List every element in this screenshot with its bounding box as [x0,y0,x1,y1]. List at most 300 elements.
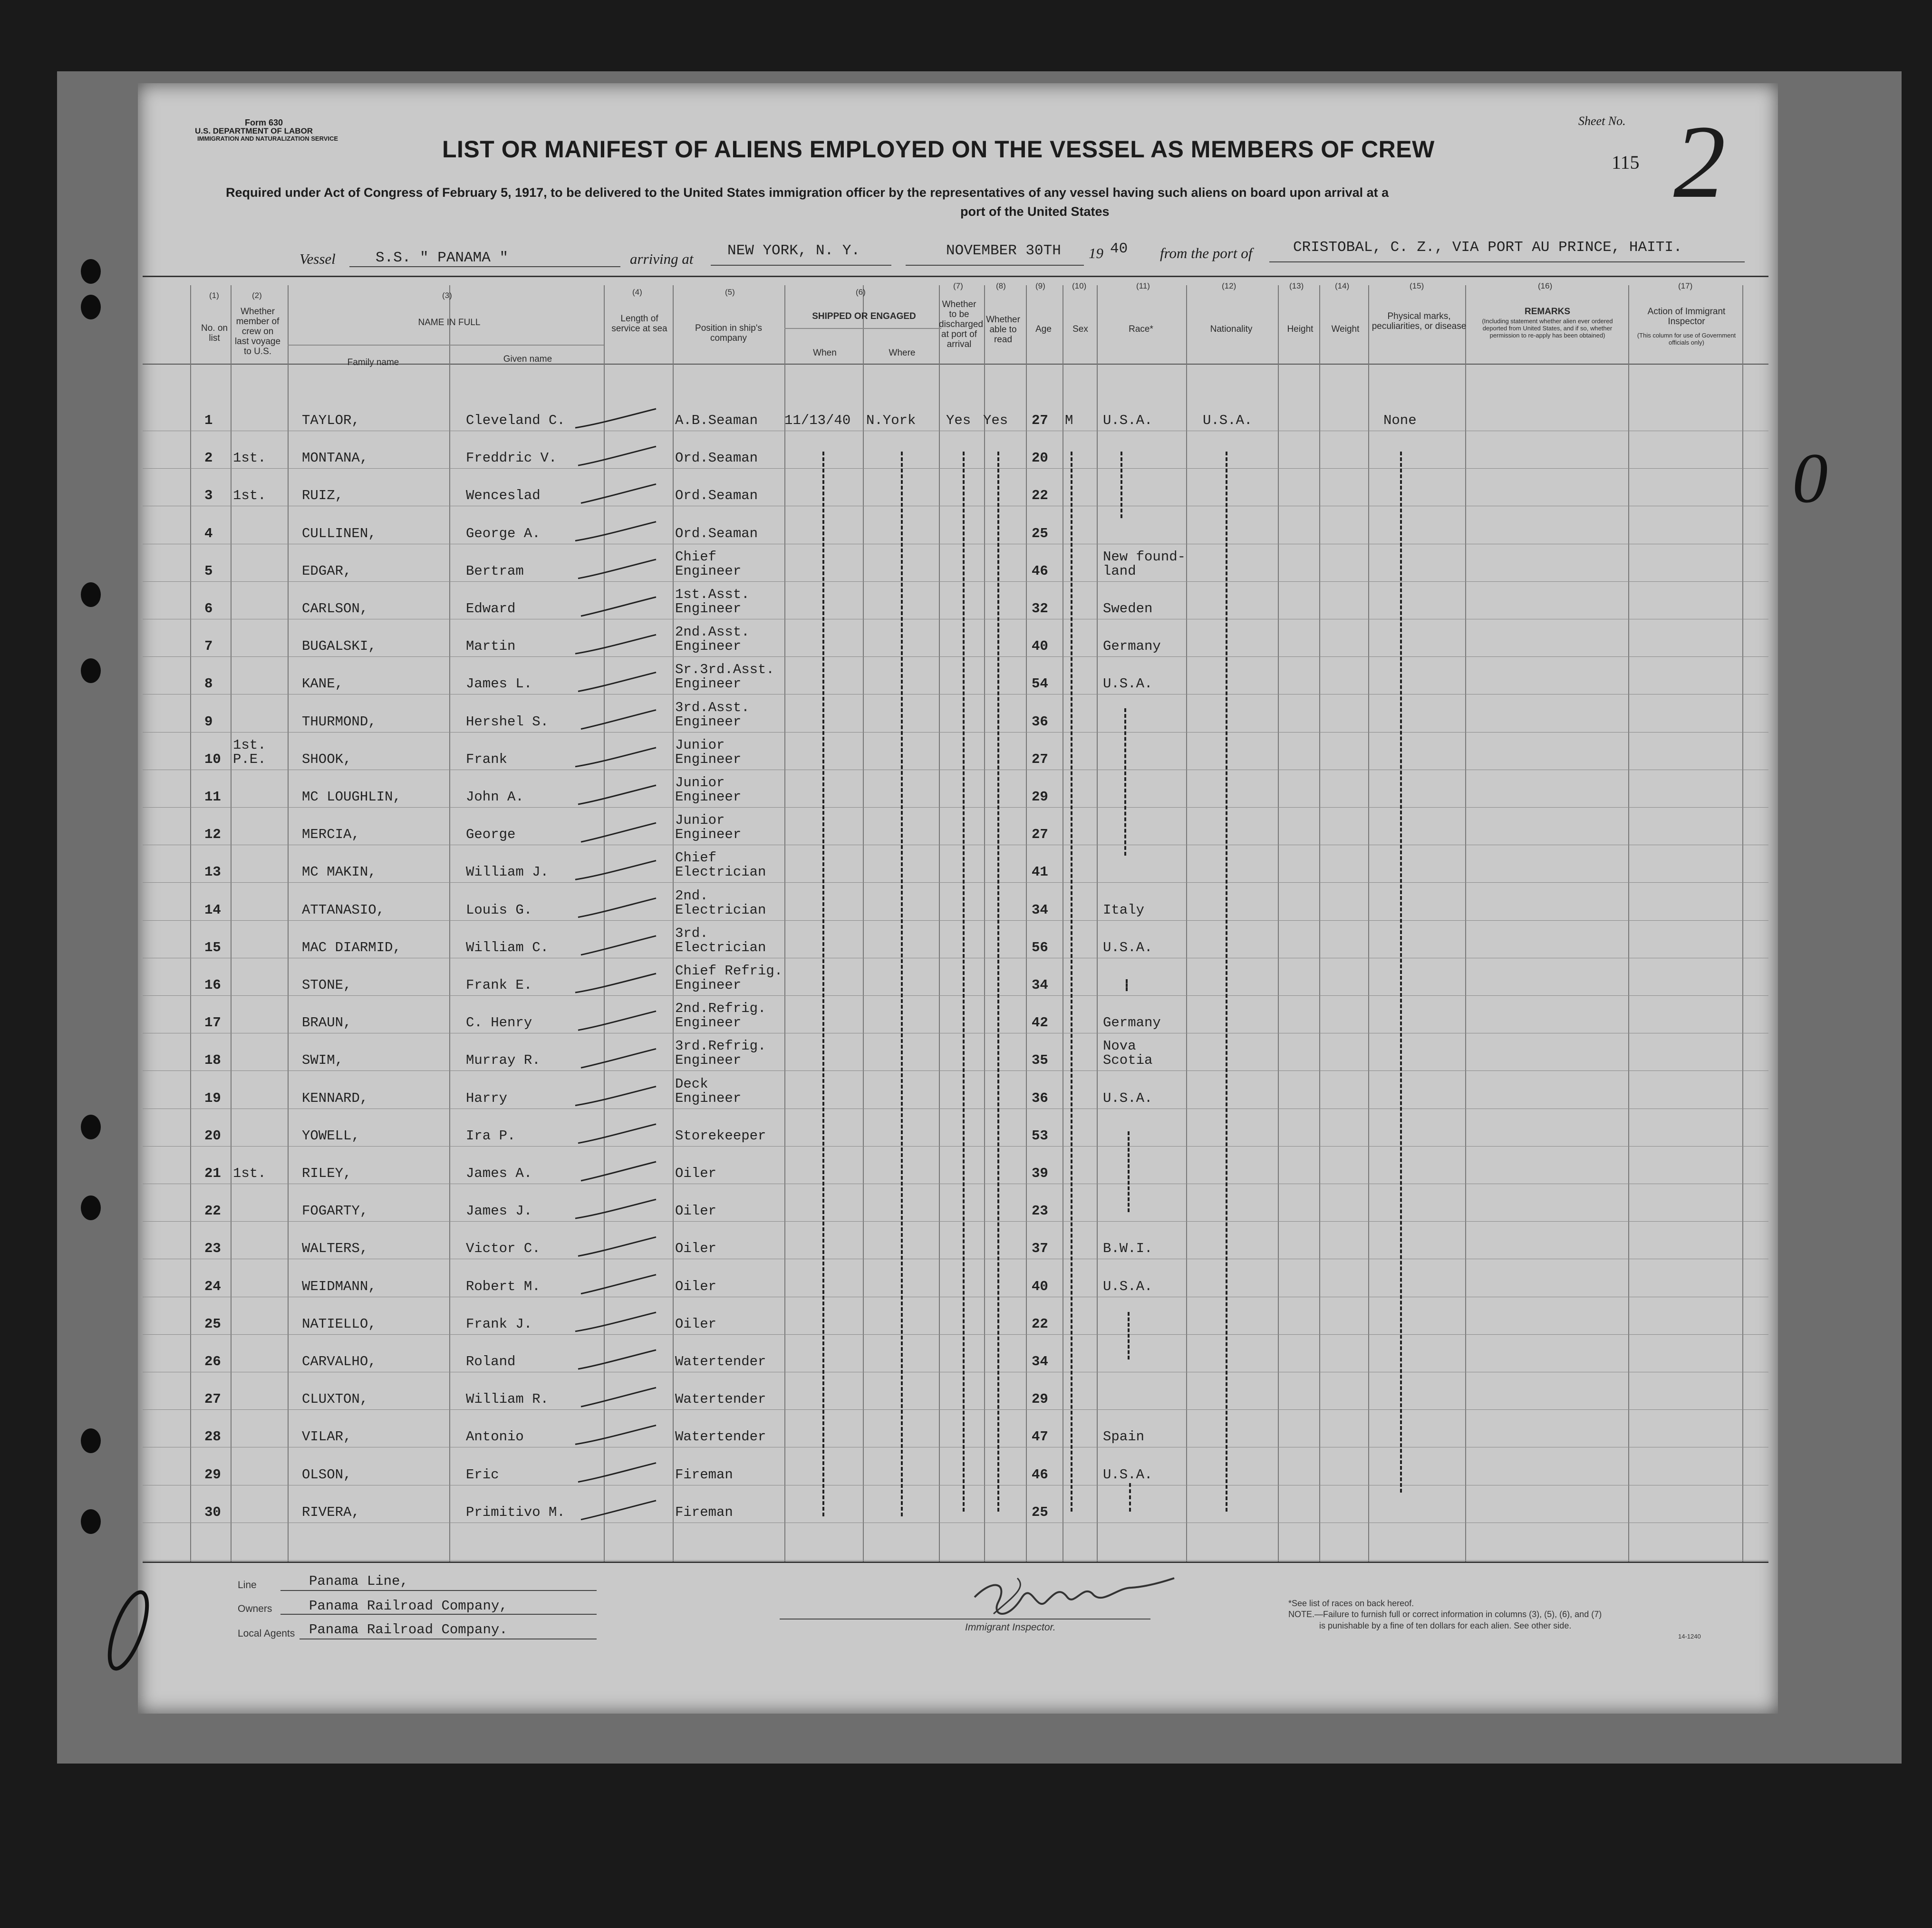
ditto-mark [822,452,824,1516]
position-cell: Fireman [675,1504,733,1520]
age-cell: 54 [1032,676,1048,692]
family-name-cell: MAC DIARMID, [302,939,401,955]
col13-header: Height [1287,324,1314,334]
agents-label: Local Agents [238,1628,295,1639]
inspector-label: Immigrant Inspector. [965,1622,1056,1633]
service-tick [578,898,656,917]
column-rule [784,285,785,1562]
position-cell: Storekeeper [675,1128,766,1144]
service-name: IMMIGRATION AND NATURALIZATION SERVICE [197,135,338,142]
ditto-mark [1121,452,1122,518]
position-cell: Oiler [675,1316,717,1332]
family-name-cell: RIVERA, [302,1504,360,1520]
position-cell: Oiler [675,1278,717,1294]
service-tick [581,1275,656,1294]
col6-number: (6) [856,288,866,297]
column-rule [1628,285,1629,1562]
col13-number: (13) [1289,281,1304,290]
age-cell: 56 [1032,939,1048,955]
row-number-cell: 3 [204,488,213,504]
service-tick [578,1237,656,1256]
stamp-number: 115 [1612,152,1640,173]
col9-header: Age [1035,324,1052,334]
arrival-date: NOVEMBER 30TH [946,242,1061,259]
department-name: U.S. DEPARTMENT OF LABOR [195,126,313,135]
race-cell: U.S.A. [1103,1090,1153,1106]
position-cell: 2nd.Asst. Engineer [675,624,750,655]
arriving-port: NEW YORK, N. Y. [727,242,860,259]
age-cell: 34 [1032,977,1048,993]
binder-hole [81,1195,101,1220]
family-name-cell: WALTERS, [302,1241,368,1257]
prior-voyage-cell: 1st. [233,488,266,504]
position-cell: Chief Electrician [675,850,766,880]
ditto-mark [1126,979,1128,991]
service-tick [578,672,656,691]
age-cell: 36 [1032,1090,1048,1106]
shipped-where-cell: N.York [866,413,916,428]
column-rule [1186,285,1187,1562]
ditto-mark [901,452,903,1516]
row-number-cell: 30 [204,1504,221,1520]
col16-header: REMARKS [1524,307,1571,317]
row-rule [143,656,1768,657]
penalty-note-2: is punishable by a fine of ten dollars for each alien. See other side. [1319,1621,1572,1630]
row-number-cell: 16 [204,977,221,993]
family-name-cell: CULLINEN, [302,525,377,541]
row-number-cell: 27 [204,1391,221,1407]
age-cell: 22 [1032,488,1048,504]
row-rule [143,995,1768,996]
row-rule [143,1146,1768,1147]
port-underline [711,265,891,266]
col2-header: Whether member of crew on last voyage to U.S. [234,307,281,357]
service-tick [581,1049,656,1068]
row-rule [143,1560,1768,1561]
given-name-cell: James J. [466,1203,532,1219]
column-rule [1278,285,1279,1562]
header-sub-rule [784,328,941,329]
col3-header: NAME IN FULL [418,318,481,328]
given-name-cell: James L. [466,676,532,692]
ditto-mark [997,452,999,1512]
family-name-cell: BUGALSKI, [302,638,377,655]
row-number-cell: 28 [204,1429,221,1445]
col4-number: (4) [632,288,642,297]
col3b-header: Given name [503,354,552,364]
column-rule [1465,285,1466,1562]
race-cell: Germany [1103,638,1161,655]
given-name-cell: Eric [466,1466,499,1483]
penalty-note: NOTE.—Failure to furnish full or correct information in columns (3), (5), (6), and (7) [1288,1610,1602,1619]
binder-hole [81,1428,101,1453]
service-tick [575,1312,656,1331]
service-tick [578,1124,656,1143]
column-rule [288,285,289,1562]
age-cell: 34 [1032,1354,1048,1369]
service-tick [575,748,656,767]
age-cell: 36 [1032,713,1048,730]
owners-underline [280,1614,597,1615]
binder-hole [81,259,101,284]
row-number-cell: 22 [204,1203,221,1219]
table-top-border [143,276,1768,277]
family-name-cell: RILEY, [302,1166,352,1181]
col6a-header: When [813,348,837,358]
age-cell: 23 [1032,1203,1048,1219]
age-cell: 29 [1032,789,1048,805]
service-tick [575,860,656,879]
position-cell: 3rd.Refrig. Engineer [675,1038,766,1069]
from-port-label: from the port of [1160,245,1253,261]
row-number-cell: 4 [204,525,213,541]
given-name-cell: Victor C. [466,1241,541,1257]
service-tick [575,635,656,654]
ditto-mark [1400,452,1402,1493]
col17-subheader: (This column for use of Government officials only) [1637,332,1736,346]
column-rule [1097,285,1098,1562]
service-tick [575,522,656,541]
service-tick [575,1425,656,1444]
position-cell: Watertender [675,1429,766,1445]
row-rule [143,1334,1768,1335]
family-name-cell: MERCIA, [302,827,360,843]
age-cell: 47 [1032,1429,1048,1445]
race-cell: U.S.A. [1103,939,1153,955]
row-number-cell: 21 [204,1166,221,1181]
row-number-cell: 6 [204,601,213,617]
service-tick [581,1501,656,1520]
margin-zero-mark: 0 [1792,439,1828,518]
family-name-cell: KENNARD, [302,1090,368,1106]
row-number-cell: 2 [204,450,213,466]
position-cell: 1st.Asst. Engineer [675,587,750,617]
given-name-cell: William C. [466,939,549,955]
col9-number: (9) [1035,281,1045,290]
row-number-cell: 20 [204,1128,221,1144]
races-note: *See list of races on back hereof. [1288,1599,1414,1608]
position-cell: 3rd. Electrician [675,925,766,955]
given-name-cell: Louis G. [466,902,532,918]
col6-header: SHIPPED OR ENGAGED [812,311,916,321]
inspector-line [780,1619,1150,1620]
col15-number: (15) [1410,281,1424,290]
age-cell: 39 [1032,1166,1048,1181]
margin-left-mark [100,1554,166,1678]
given-name-cell: Wenceslad [466,488,541,504]
column-rule [984,285,985,1562]
age-cell: 41 [1032,864,1048,880]
family-name-cell: RUIZ, [302,488,344,504]
family-name-cell: NATIELLO, [302,1316,377,1332]
age-cell: 40 [1032,1278,1048,1294]
family-name-cell: MC MAKIN, [302,864,377,880]
manifest-subtitle: Required under Act of Congress of February 5, 1917, to be delivered to the United States immigration officer by the representatives of any vessel having such aliens on board upon arrival at a [226,185,1389,200]
able-to-read-cell: Yes [983,413,1008,428]
race-cell: Germany [1103,1015,1161,1031]
age-cell: 20 [1032,450,1048,466]
row-number-cell: 13 [204,864,221,880]
position-cell: A.B.Seaman [675,413,758,428]
given-name-cell: John A. [466,789,524,805]
col7-number: (7) [953,281,963,290]
row-number-cell: 11 [204,789,221,805]
family-name-cell: STONE, [302,977,352,993]
position-cell: Fireman [675,1466,733,1483]
age-cell: 42 [1032,1015,1048,1031]
ditto-mark [1128,1131,1130,1212]
given-name-cell: Bertram [466,563,524,579]
prior-voyage-cell: 1st. [233,1166,266,1181]
position-cell: Deck Engineer [675,1076,742,1106]
family-name-cell: SHOOK, [302,751,352,767]
binder-hole [81,295,101,319]
col15-header: Physical marks, peculiarities, or disease [1372,311,1467,331]
position-cell: Chief Refrig. Engineer [675,963,783,993]
position-cell: 3rd.Asst. Engineer [675,699,750,730]
service-tick [581,1388,656,1407]
given-name-cell: Hershel S. [466,713,549,730]
age-cell: 22 [1032,1316,1048,1332]
position-cell: Chief Engineer [675,549,742,579]
row-number-cell: 12 [204,827,221,843]
service-tick [578,446,656,465]
service-tick [575,1199,656,1218]
service-tick [578,1463,656,1482]
row-number-cell: 24 [204,1278,221,1294]
line-label: Line [238,1580,257,1591]
col16-number: (16) [1538,281,1553,290]
given-name-cell: William R. [466,1391,549,1407]
race-cell: U.S.A. [1103,1278,1153,1294]
column-rule [863,285,864,1562]
vessel-name: S.S. " PANAMA " [376,250,509,266]
family-name-cell: VILAR, [302,1429,352,1445]
age-cell: 40 [1032,638,1048,655]
date-underline [906,265,1084,266]
row-number-cell: 8 [204,676,213,692]
family-name-cell: ATTANASIO, [302,902,385,918]
row-number-cell: 5 [204,563,213,579]
given-name-cell: Martin [466,638,516,655]
row-rule [143,732,1768,733]
given-name-cell: C. Henry [466,1015,532,1031]
col12-number: (12) [1222,281,1236,290]
service-length-marks [556,399,680,1531]
header-sub-rule [288,345,604,346]
binder-hole [81,1509,101,1534]
col10-number: (10) [1072,281,1087,290]
family-name-cell: WEIDMANN, [302,1278,377,1294]
column-rule [231,285,232,1562]
column-rule [1368,285,1369,1562]
ditto-mark [1226,452,1227,1512]
given-name-cell: George A. [466,525,541,541]
age-cell: 29 [1032,1391,1048,1407]
family-name-cell: FOGARTY, [302,1203,368,1219]
col11-number: (11) [1136,281,1150,290]
position-cell: 2nd. Electrician [675,887,766,918]
col10-header: Sex [1072,324,1088,334]
column-rule [190,285,191,1562]
ditto-mark [963,452,965,1512]
age-cell: 25 [1032,525,1048,541]
position-cell: Sr.3rd.Asst. Engineer [675,662,774,692]
age-cell: 34 [1032,902,1048,918]
given-name-cell: Cleveland C. [466,413,565,428]
row-rule [143,920,1768,921]
service-tick [575,409,656,428]
inspector-signature [965,1569,1179,1630]
vessel-underline [349,266,620,267]
position-cell: Watertender [675,1391,766,1407]
given-name-cell: Primitivo M. [466,1504,565,1520]
position-cell: Junior Engineer [675,737,742,767]
row-number-cell: 17 [204,1015,221,1031]
shipped-when-cell: 11/13/40 [784,413,851,428]
col17-number: (17) [1678,281,1693,290]
form-number: Form 630 [245,118,283,127]
column-rule [1319,285,1320,1562]
race-cell: U.S.A. [1103,676,1153,692]
race-cell: U.S.A. [1103,1466,1153,1483]
col2-number: (2) [252,291,262,300]
family-name-cell: MONTANA, [302,450,368,466]
col8-header: Whether able to read [986,315,1020,345]
race-cell: Italy [1103,902,1145,918]
position-cell: Oiler [675,1203,717,1219]
family-name-cell: BRAUN, [302,1015,352,1031]
row-number-cell: 29 [204,1466,221,1483]
race-cell: Nova Scotia [1103,1038,1153,1069]
service-tick [575,1087,656,1106]
sheet-number: 2 [1673,104,1726,220]
family-name-cell: SWIM, [302,1052,344,1069]
age-cell: 27 [1032,751,1048,767]
service-tick [578,785,656,804]
family-name-cell: KANE, [302,676,344,692]
given-name-cell: Robert M. [466,1278,541,1294]
family-name-cell: YOWELL, [302,1128,360,1144]
race-cell: Sweden [1103,601,1153,617]
position-cell: Ord.Seaman [675,450,758,466]
row-rule [143,1409,1768,1410]
row-number-cell: 1 [204,413,213,428]
service-tick [581,597,656,616]
line-underline [280,1590,597,1591]
prior-voyage-cell: 1st. [233,450,266,466]
row-number-cell: 15 [204,939,221,955]
age-cell: 46 [1032,1466,1048,1483]
row-number-cell: 7 [204,638,213,655]
ditto-mark [1071,452,1072,1512]
service-tick [578,1350,656,1369]
given-name-cell: Roland [466,1354,516,1369]
from-port: CRISTOBAL, C. Z., VIA PORT AU PRINCE, HAITI. [1293,239,1682,256]
given-name-cell: Murray R. [466,1052,541,1069]
position-cell: 2nd.Refrig. Engineer [675,1001,766,1031]
age-cell: 35 [1032,1052,1048,1069]
row-rule [143,807,1768,808]
binder-hole [81,1115,101,1139]
given-name-cell: Harry [466,1090,508,1106]
race-cell: U.S.A. [1103,413,1153,428]
age-cell: 32 [1032,601,1048,617]
row-number-cell: 9 [204,713,213,730]
nationality-cell: U.S.A. [1203,413,1253,428]
physical-marks-cell: None [1383,413,1417,428]
given-name-cell: James A. [466,1166,532,1181]
service-tick [578,1011,656,1030]
form-code: 14-1240 [1678,1633,1701,1640]
family-name-cell: THURMOND, [302,713,377,730]
year-prefix: 19 [1089,245,1103,261]
service-tick [581,823,656,842]
manifest-subtitle-2: port of the United States [960,204,1110,219]
given-name-cell: Antonio [466,1429,524,1445]
row-number-cell: 19 [204,1090,221,1106]
race-cell: New found- land [1103,549,1186,579]
service-tick [578,559,656,578]
column-rule [449,285,450,1562]
age-cell: 37 [1032,1241,1048,1257]
column-rule [1026,285,1027,1562]
owners-value: Panama Railroad Company, [309,1598,508,1614]
family-name-cell: CARLSON, [302,601,368,617]
col7-header: Whether to be discharged at port of arrival [939,299,983,349]
prior-voyage-cell: 1st. P.E. [233,737,266,767]
agents-value: Panama Railroad Company. [309,1622,508,1638]
family-name-cell: CARVALHO, [302,1354,377,1369]
discharged-cell: Yes [946,413,971,428]
row-number-cell: 23 [204,1241,221,1257]
age-cell: 46 [1032,563,1048,579]
table-bottom-border [143,1562,1768,1563]
given-name-cell: William J. [466,864,549,880]
family-name-cell: TAYLOR, [302,413,360,428]
family-name-cell: CLUXTON, [302,1391,368,1407]
row-number-cell: 18 [204,1052,221,1069]
ditto-mark [1124,708,1126,856]
service-tick [575,974,656,993]
from-port-underline [1269,261,1745,262]
sex-cell: M [1065,413,1073,428]
row-rule [143,882,1768,883]
col3-number: (3) [442,291,452,300]
binder-hole [81,658,101,683]
row-rule [143,468,1768,469]
row-number-cell: 26 [204,1354,221,1369]
ditto-mark [1129,1483,1131,1512]
row-number-cell: 14 [204,902,221,918]
row-number-cell: 25 [204,1316,221,1332]
col1-number: (1) [209,291,219,300]
service-tick [581,484,656,503]
given-name-cell: George [466,827,516,843]
owners-label: Owners [238,1603,272,1614]
col14-number: (14) [1335,281,1350,290]
age-cell: 25 [1032,1504,1048,1520]
age-cell: 27 [1032,827,1048,843]
family-name-cell: OLSON, [302,1466,352,1483]
col8-number: (8) [996,281,1006,290]
ditto-mark [1128,1312,1130,1359]
family-name-cell: MC LOUGHLIN, [302,789,401,805]
sheet-label: Sheet No. [1578,114,1626,128]
binder-hole [81,582,101,607]
given-name-cell: Edward [466,601,516,617]
given-name-cell: Frank [466,751,508,767]
